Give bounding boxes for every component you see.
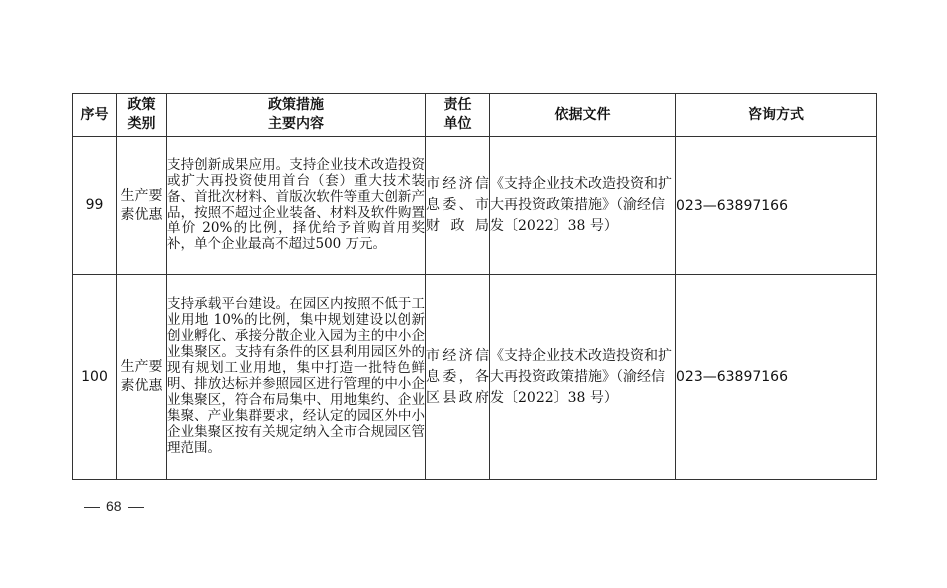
row-contact: 023—63897166 <box>676 275 877 480</box>
row-unit: 市经济信息委，各区县政府 <box>426 275 490 480</box>
header-measure <box>167 94 426 137</box>
header-category-line1: 政策 <box>127 97 156 113</box>
row-category: 生产要素优惠 <box>117 137 167 275</box>
page-number: 68 <box>106 498 122 514</box>
header-seq: 序号 <box>73 94 117 137</box>
table-header-row <box>73 94 877 137</box>
page-footer <box>78 498 150 514</box>
dash-right <box>128 507 144 508</box>
policy-table <box>72 93 877 480</box>
header-category-line2: 类别 <box>127 116 156 132</box>
header-measure-line2: 主要内容 <box>268 116 324 132</box>
header-measure-line1: 政策措施 <box>268 97 324 113</box>
row-unit: 市经济信息委、市财政局 <box>426 137 490 275</box>
dash-left <box>84 507 100 508</box>
row-seq: 99 <box>73 137 117 275</box>
header-category <box>117 94 167 137</box>
row-seq: 100 <box>73 275 117 480</box>
row-measure: 支持创新成果应用。支持企业技术改造投资或扩大再投资使用首台（套）重大技术装备、首批次材料、首版次软件等重大创新产品，按照不超过企业装备、材料及软件购置单价 20%的比例，择优给予首购首用奖补，单个企业最高不超过500 万元。 <box>167 137 426 275</box>
row-basis: 《支持企业技术改造投资和扩大再投资政策措施》（渝经信发〔2022〕38 号） <box>490 137 676 275</box>
table-row <box>73 137 877 275</box>
row-basis: 《支持企业技术改造投资和扩大再投资政策措施》（渝经信发〔2022〕38 号） <box>490 275 676 480</box>
header-unit-line2: 单位 <box>443 116 472 132</box>
header-contact: 咨询方式 <box>676 94 877 137</box>
row-category: 生产要素优惠 <box>117 275 167 480</box>
row-measure: 支持承载平台建设。在园区内按照不低于工业用地 10%的比例，集中规划建设以创新创业孵化、承接分散企业入园为主的中小企业集聚区。支持有条件的区县利用园区外的现有规划工业用地，集中打造一批特色鲜明、排放达标并参照园区进行管理的中小企业集聚区，符合布局集中、用地集约、企业集聚、产业集群要求，经认定的园区外中小企业集聚区按有关规定纳入全市合规园区管理范围。 <box>167 275 426 480</box>
header-unit <box>426 94 490 137</box>
header-unit-line1: 责任 <box>443 97 472 113</box>
row-contact: 023—63897166 <box>676 137 877 275</box>
header-basis: 依据文件 <box>490 94 676 137</box>
table-row <box>73 275 877 480</box>
